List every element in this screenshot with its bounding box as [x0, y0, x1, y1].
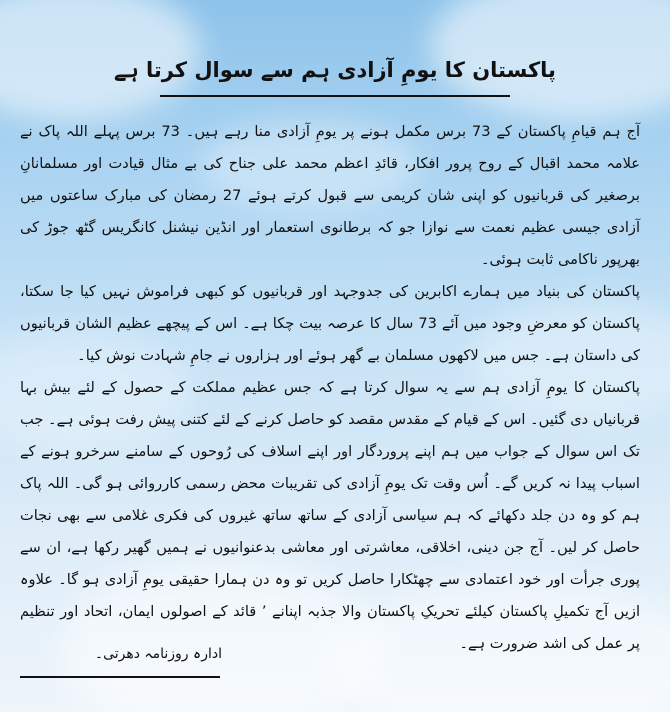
paragraph-1: آج ہم قیامِ پاکستان کے 73 برس مکمل ہونے پر یومِ آزادی منا رہے ہیں۔ 73 برس پہلے اللہ پاک نے علامہ محمد اقبال کے روح پرور افکار، قائدِ اعظم محمد علی جناح کی بے مثال قیادت اور مسلمانانِ برصغیر کی قربانیوں کو اپنی شان کریمی سے قبول کرتے ہوئے 27 رمضان کی مبارک ساعتوں میں آزادی جیسی عظیم نعمت سے نوازا جو کہ برطانوی استعمار اور انڈین نیشنل کانگریس گٹھ جوڑ کی بھرپور ناکامی ثابت ہوئی۔ — [20, 123, 641, 268]
signature-text: ادارہ روزنامہ دھرتی۔ — [94, 646, 222, 662]
article-body — [20, 116, 640, 660]
title-underline — [160, 95, 510, 97]
paragraph-2: پاکستان کی بنیاد میں ہمارے اکابرین کی جدوجہد اور قربانیوں کو کبھی فراموش نہیں کیا جا سکتا، پاکستان کو معرضِ وجود میں آئے 73 سال کا عرصہ بیت چکا ہے۔ اس کے پیچھے عظیم الشان قربانیوں کی داستان ہے۔ جس میں لاکھوں مسلمان بے گھر ہوئے اور ہزاروں نے جامِ شہادت نوش کیا۔ — [20, 283, 640, 364]
article-title: پاکستان کا یومِ آزادی ہم سے سوال کرتا ہے — [114, 58, 556, 82]
signature-underline — [20, 676, 220, 678]
paragraph-3: پاکستان کا یومِ آزادی ہم سے یہ سوال کرتا ہے کہ جس عظیم مملکت کے حصول کے لئے بیش بہا قربانیاں دی گئیں۔ اس کے قیام کے مقدس مقصد کو حاصل کرنے کے لئے کتنی پیش رفت ہوئی ہے۔ جب تک اس سوال کے جواب میں ہم اپنے پروردگار اور اپنے اسلاف کی رُوحوں کے سامنے سرخرو ہونے کے اسباب پیدا نہ کریں گے۔ اُس وقت تک یومِ آزادی کی تقریبات محض رسمی کارروائی ہو گی۔ اللہ پاک ہم کو وہ دن جلد دکھائے کہ ہم سیاسی آزادی کے ساتھ ساتھ غیروں کی فکری غلامی سے بھی نجات حاصل کر لیں۔ آج جن دینی، اخلاقی، معاشرتی اور معاشی بدعنوانیوں نے ہمیں گھیر رکھا ہے، ان سے پوری جرأت اور خود اعتمادی سے چھٹکارا حاصل کریں تو وہ دن ہمارا حقیقی یومِ آزادی ہو گا۔ علاوہ ازیں آج تکمیلِ پاکستان کیلئے تحریکِ پاکستان والا جذبہ اپنانے ’ قائد کے اصولوں ایمان، اتحاد اور تنظیم پر عمل کی اشد ضرورت ہے۔ — [20, 379, 640, 652]
